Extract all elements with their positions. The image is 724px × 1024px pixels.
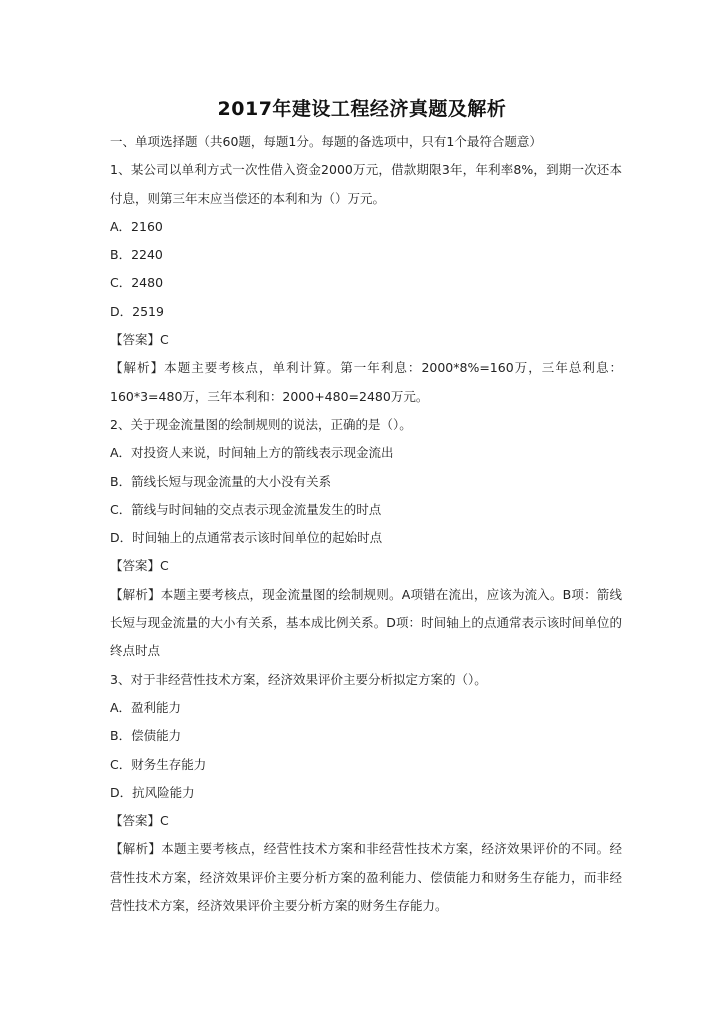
option-d: D．抗风险能力 bbox=[110, 784, 195, 800]
section-heading: 一、单项选择题（共60题，每题1分。每题的备选项中，只有1个最符合题意） bbox=[110, 134, 542, 149]
option-c: C．财务生存能力 bbox=[110, 756, 207, 772]
question-1 bbox=[110, 156, 622, 411]
analysis: 【解析】本题主要考核点，现金流量图的绘制规则。A项错在流出，应该为流入。B项：箭线长短与现金流量的大小有关系，基本成比例关系。D项：时间轴上的点通常表示该时间单位的终点时点 bbox=[110, 586, 622, 659]
option-c: C．箭线与时间轴的交点表示现金流量发生的时点 bbox=[110, 501, 382, 517]
option-b: B．偿债能力 bbox=[110, 728, 182, 744]
answer: 【答案】C bbox=[110, 558, 169, 574]
analysis: 【解析】本题主要考核点，单利计算。第一年利息：2000*8%=160万，三年总利息：160*3=480万，三年本利和：2000+480=2480万元。 bbox=[110, 360, 622, 404]
question-stem: 3、对于非经营性技术方案，经济效果评价主要分析拟定方案的（）。 bbox=[110, 671, 487, 687]
option-b: B．2240 bbox=[110, 247, 163, 263]
answer: 【答案】C bbox=[110, 813, 169, 829]
page-title: 2017年建设工程经济真题及解析 bbox=[217, 98, 507, 120]
question-3 bbox=[110, 666, 622, 921]
question-stem: 2、关于现金流量图的绘制规则的说法，正确的是（）。 bbox=[110, 416, 412, 432]
analysis: 【解析】本题主要考核点，经营性技术方案和非经营性技术方案，经济效果评价的不同。经营性技术方案，经济效果评价主要分析方案的盈利能力、偿债能力和财务生存能力，而非经营性技术方案，经济效果评价主要分析方案的财务生存能力。 bbox=[110, 841, 622, 914]
option-a: A．盈利能力 bbox=[110, 699, 182, 715]
question-2 bbox=[110, 411, 622, 666]
option-d: D．2519 bbox=[110, 303, 164, 319]
option-a: A．2160 bbox=[110, 218, 163, 234]
option-b: B．箭线长短与现金流量的大小没有关系 bbox=[110, 473, 332, 489]
option-c: C．2480 bbox=[110, 275, 164, 291]
document-body bbox=[110, 128, 622, 920]
question-stem: 1、某公司以单利方式一次性借入资金2000万元，借款期限3年，年利率8%，到期一次还本付息，则第三年末应当偿还的本利和为（）万元。 bbox=[110, 162, 622, 206]
option-d: D．时间轴上的点通常表示该时间单位的起始时点 bbox=[110, 530, 383, 546]
option-a: A．对投资人来说，时间轴上方的箭线表示现金流出 bbox=[110, 445, 394, 461]
answer: 【答案】C bbox=[110, 332, 169, 348]
